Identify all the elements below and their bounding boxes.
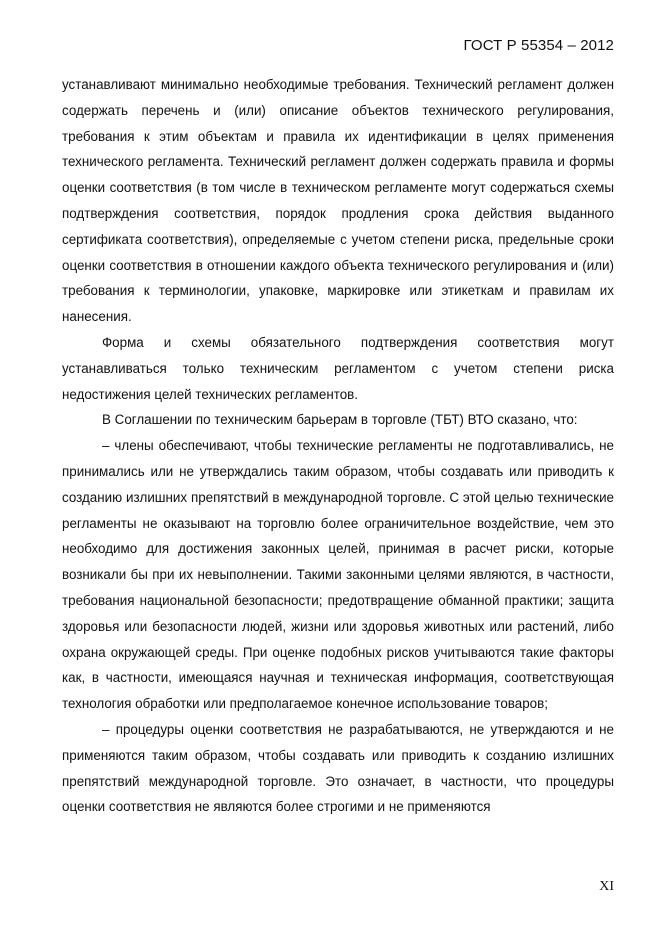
- list-item-technical-regulations: – члены обеспечивают, чтобы технические регламенты не подготавливались, не принимались или не утверждались таким образом, чтобы создавать или приводить к созданию излишних препятствий в международной торговле. С этой целью технические регламенты не оказывают на торговлю более ограничительное воздействие, чем это необходимо для достижения законных целей, принимая в расчет риски, которые возникали бы при их невыполнении. Такими законными целями являются, в частности, требования национальной безопасности; предотвращение обманной практики; защита здоровья или безопасности людей, жизни или здоровья животных или растений, либо охрана окружающей среды. При оценке подобных рисков учитываются такие факторы как, в частности, имеющаяся научная и техническая информация, соответствующая технология обработки или предполагаемое конечное использование товаров;: [62, 438, 614, 712]
- paragraph-tbt-agreement: В Соглашении по техническим барьерам в торговле (ТБТ) ВТО сказано, что:: [102, 412, 578, 428]
- page-number: XI: [599, 879, 614, 894]
- document-body: [62, 72, 614, 820]
- list-item-conformity-procedures: – процедуры оценки соответствия не разрабатываются, не утверждаются и не применяются таким образом, чтобы создавать или приводить к созданию излишних препятствий международной торговле. Это означает, в частности, что процедуры оценки соответствия не являются более строгими и не применяются: [62, 721, 614, 815]
- paragraph-requirements: устанавливают минимально необходимые требования. Технический регламент должен содержать перечень и (или) описание объектов технического регулирования, требования к этим объектам и правила их идентификации в целях применения технического регламента. Технический регламент должен содержать правила и формы оценки соответствия (в том числе в техническом регламенте могут содержаться схемы подтверждения соответствия, порядок продления срока действия выданного сертификата соответствия), определяемые с учетом степени риска, предельные сроки оценки соответствия в отношении каждого объекта технического регулирования и (или) требования к терминологии, упаковке, маркировке или этикеткам и правилам их нанесения.: [62, 77, 614, 325]
- page-header-standard-number: ГОСТ Р 55354 – 2012: [463, 37, 614, 54]
- paragraph-conformity-forms: Форма и схемы обязательного подтверждения соответствия могут устанавливаться только техническим регламентом с учетом степени риска недостижения целей технических регламентов.: [62, 334, 614, 402]
